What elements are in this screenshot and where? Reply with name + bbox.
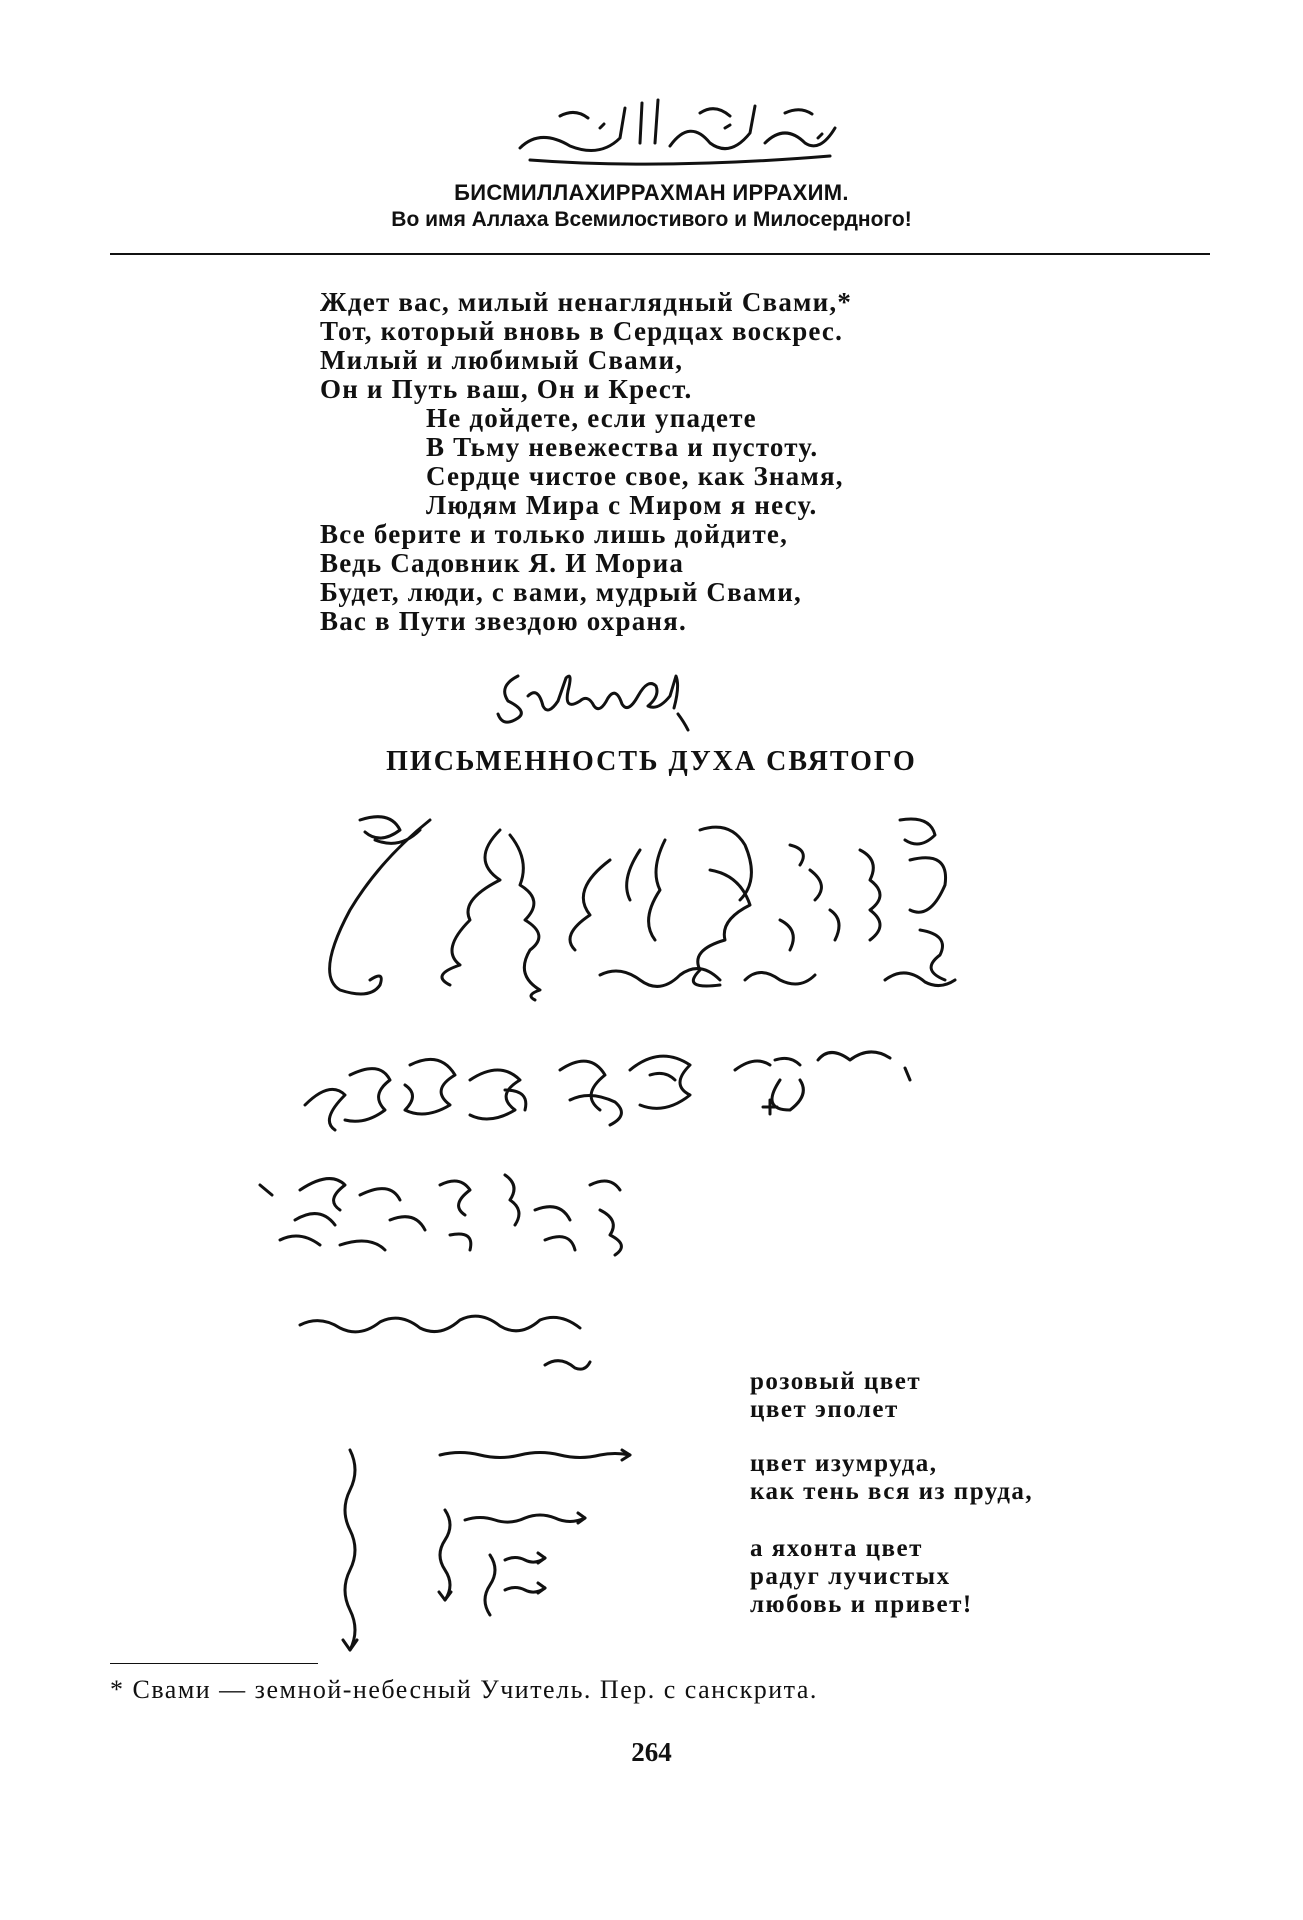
poem-line: Не дойдете, если упадете — [426, 403, 757, 433]
colors-verse-stanza-2 — [750, 1450, 1033, 1506]
verse-line: цвет эполет — [750, 1396, 899, 1423]
bismillah-calligraphy-icon — [500, 88, 860, 168]
poem-line: Вас в Пути звездою охраня. — [320, 606, 687, 636]
poem-line: Людям Мира с Миром я несу. — [426, 490, 818, 520]
poem-line: Ждет вас, милый ненаглядный Свами,* — [320, 287, 853, 317]
verse-line: любовь и привет! — [750, 1591, 973, 1618]
page-number: 264 — [631, 1737, 672, 1767]
colors-verse-stanza-3 — [750, 1535, 973, 1619]
footnote: * Свами — земной-небесный Учитель. Пер. с санскрита. — [110, 1675, 818, 1704]
poem-line: Сердце чистое свое, как Знамя, — [426, 461, 844, 491]
verse-line: розовый цвет — [750, 1368, 922, 1395]
poem-line: Будет, люди, с вами, мудрый Свами, — [320, 577, 802, 607]
poem-line: Тот, который вновь в Сердцах воскрес. — [320, 316, 844, 346]
header-divider — [110, 253, 1210, 255]
section-heading: ПИСЬМЕННОСТЬ ДУХА СВЯТОГО — [386, 746, 917, 777]
verse-line: цвет изумруда, — [750, 1450, 938, 1477]
colors-verse-stanza-1 — [750, 1368, 921, 1424]
bismillah-translation: Во имя Аллаха Всемилостивого и Милосердного! — [391, 208, 912, 231]
handwritten-signature-icon — [488, 656, 748, 736]
bismillah-transliteration: БИСМИЛЛАХИРРАХМАН ИРРАХИМ. — [454, 180, 849, 205]
footnote-divider — [110, 1663, 318, 1664]
poem-line: В Тьму невежества и пустоту. — [426, 432, 819, 462]
verse-line: как тень вся из пруда, — [750, 1478, 1034, 1505]
poem-line: Милый и любимый Свами, — [320, 345, 684, 375]
poem-line: Он и Путь ваш, Он и Крест. — [320, 374, 693, 404]
poem-line: Ведь Садовник Я. И Мориа — [320, 548, 685, 578]
verse-line: радуг лучистых — [750, 1563, 951, 1590]
verse-line: а яхонта цвет — [750, 1535, 923, 1562]
poem — [320, 288, 852, 636]
poem-line: Все берите и только лишь дойдите, — [320, 519, 789, 549]
spirit-script-glyphs-icon — [0, 790, 1303, 1670]
